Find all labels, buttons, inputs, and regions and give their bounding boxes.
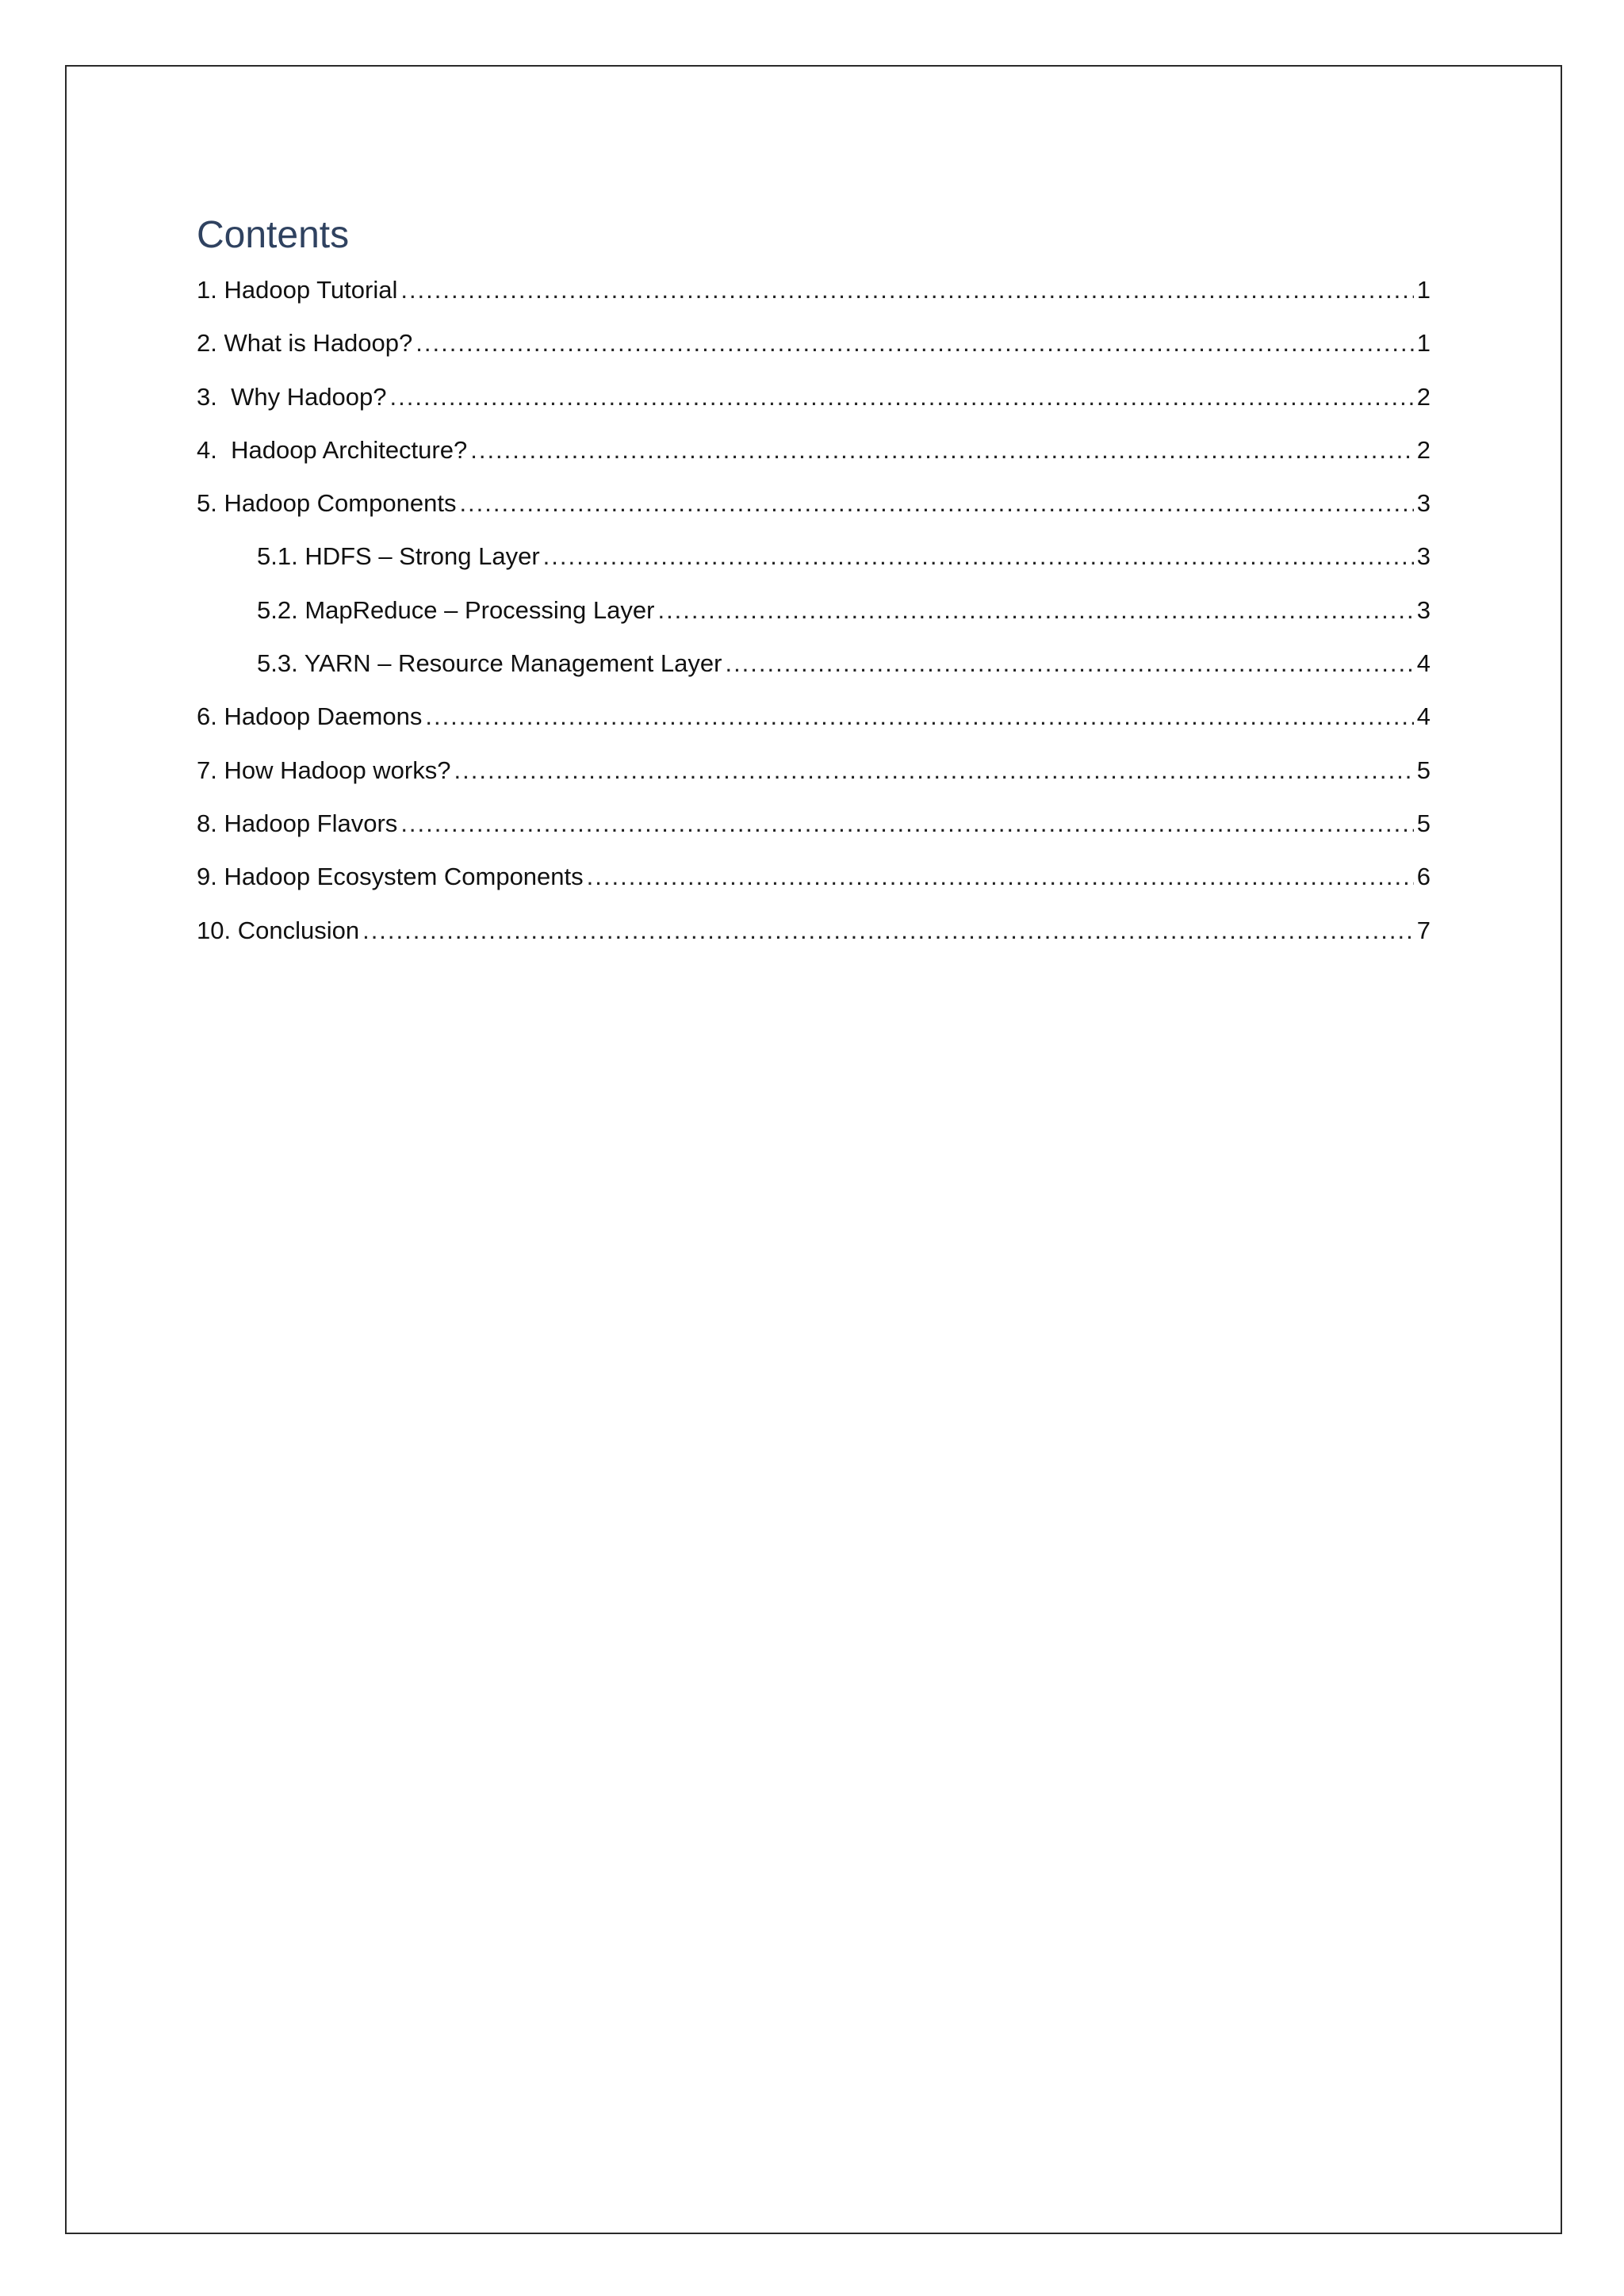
toc-entry[interactable] — [197, 637, 1431, 690]
toc-entry[interactable] — [197, 690, 1431, 743]
toc-dot-leader — [400, 263, 1413, 316]
toc-dot-leader — [470, 423, 1414, 476]
toc-dot-leader — [425, 690, 1413, 743]
toc-entry-page: 6 — [1416, 863, 1431, 891]
toc-entry-page: 2 — [1416, 435, 1431, 464]
toc-entry-page: 5 — [1416, 756, 1431, 784]
toc-entry-label: 6. Hadoop Daemons — [197, 702, 423, 731]
toc-entry-label: 9. Hadoop Ecosystem Components — [197, 863, 584, 891]
toc-title: Contents — [197, 214, 350, 256]
toc-entry[interactable] — [197, 744, 1431, 797]
toc-dot-leader — [543, 530, 1414, 583]
toc-entry-page: 2 — [1416, 382, 1431, 411]
toc-entry-label: 4. Hadoop Architecture? — [197, 435, 468, 464]
toc-entry-label: 8. Hadoop Flavors — [197, 809, 398, 837]
toc-entry-page: 3 — [1416, 542, 1431, 571]
toc-list — [197, 263, 1431, 957]
toc-entry-label: 10. Conclusion — [197, 916, 360, 944]
toc-entry[interactable] — [197, 584, 1431, 637]
toc-entry-label: 5.2. MapReduce – Processing Layer — [257, 595, 655, 624]
toc-entry[interactable] — [197, 316, 1431, 369]
toc-dot-leader — [587, 850, 1414, 903]
toc-dot-leader — [454, 744, 1414, 797]
toc-entry-label: 3. Why Hadoop? — [197, 382, 387, 411]
toc-entry[interactable] — [197, 850, 1431, 903]
toc-dot-leader — [657, 584, 1413, 637]
toc-entry[interactable] — [197, 423, 1431, 476]
toc-entry[interactable] — [197, 263, 1431, 316]
toc-entry-page: 1 — [1416, 329, 1431, 358]
toc-entry[interactable] — [197, 476, 1431, 530]
toc-entry-page: 3 — [1416, 595, 1431, 624]
toc-entry-page: 5 — [1416, 809, 1431, 837]
toc-entry-label: 5.1. HDFS – Strong Layer — [257, 542, 540, 571]
toc-entry-page: 3 — [1416, 489, 1431, 518]
toc-dot-leader — [400, 797, 1413, 850]
toc-entry[interactable] — [197, 370, 1431, 423]
toc-dot-leader — [390, 370, 1414, 423]
toc-dot-leader — [416, 316, 1413, 369]
table-of-contents — [197, 208, 1431, 957]
toc-dot-leader — [362, 904, 1414, 957]
toc-entry-label: 7. How Hadoop works? — [197, 756, 451, 784]
toc-entry-page: 4 — [1416, 702, 1431, 731]
toc-entry[interactable] — [197, 904, 1431, 957]
toc-entry-page: 1 — [1416, 276, 1431, 304]
toc-dot-leader — [459, 476, 1413, 530]
toc-entry-label: 2. What is Hadoop? — [197, 329, 413, 358]
toc-entry[interactable] — [197, 797, 1431, 850]
toc-entry[interactable] — [197, 530, 1431, 583]
toc-entry-page: 4 — [1416, 649, 1431, 678]
toc-entry-page: 7 — [1416, 916, 1431, 944]
toc-dot-leader — [725, 637, 1413, 690]
toc-entry-label: 5.3. YARN – Resource Management Layer — [257, 649, 722, 678]
toc-entry-label: 5. Hadoop Components — [197, 489, 457, 518]
toc-entry-label: 1. Hadoop Tutorial — [197, 276, 398, 304]
